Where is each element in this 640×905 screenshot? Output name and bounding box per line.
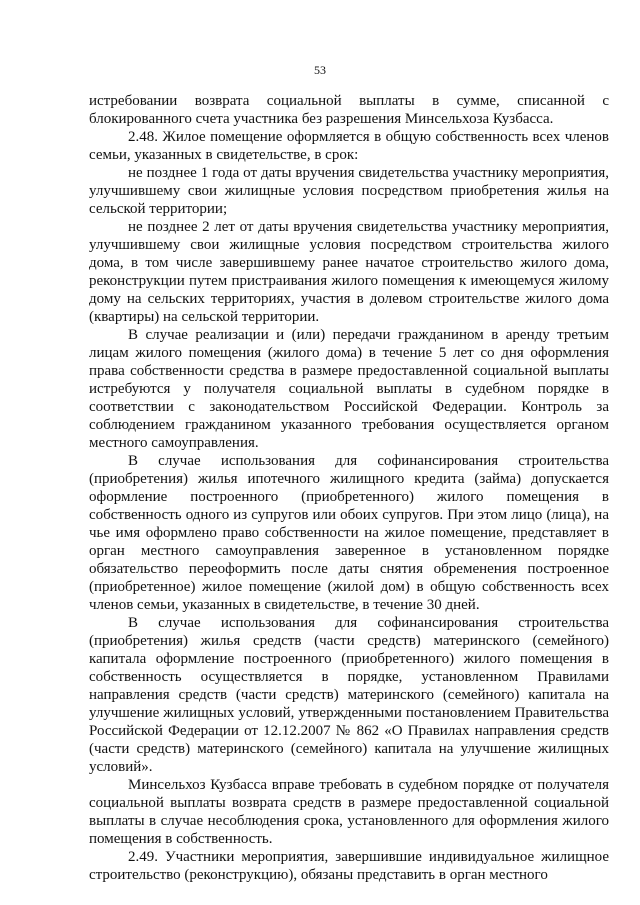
- paragraph-ministry-right: Минсельхоз Кузбасса вправе требовать в судебном порядке от получателя социальной выплаты возврата средств в размере предоставленной социальной выплаты в случае несоблюдения срока, установленного для оформления жилого помещения в собственность.: [89, 777, 609, 847]
- document-body: [89, 92, 609, 884]
- paragraph-2-48-intro: 2.48. Жилое помещение оформляется в общую собственность всех членов семьи, указанных в свидетельстве, в срок:: [89, 129, 609, 163]
- paragraph-term-1-year: не позднее 1 года от даты вручения свидетельства участнику мероприятия, улучшившему свои жилищные условия посредством приобретения жилья на сельской территории;: [89, 165, 609, 217]
- paragraph-continuation: истребовании возврата социальной выплаты в сумме, списанной с блокированного счета участника без разрешения Минсельхоза Кузбасса.: [89, 93, 609, 127]
- page-number: 53: [314, 63, 326, 77]
- paragraph-term-2-years: не позднее 2 лет от даты вручения свидетельства участнику мероприятия, улучшившему свои жилищные условия посредством строительства жилого дома, в том числе завершившему ранее начатое строительство жилого дома, реконструкции путем пристраивания жилого помещения к имеющемуся жилому дому на сельских территориях, участия в долевом строительстве жилого дома (квартиры) на сельской территории.: [89, 219, 609, 325]
- paragraph-rental-case: В случае реализации и (или) передачи гражданином в аренду третьим лицам жилого помещения (жилого дома) в течение 5 лет со дня оформления права собственности средства в размере предоставленной социальной выплаты истребуются у получателя социальной выплаты в судебном порядке в соответствии с законодательством Российской Федерации. Контроль за соблюдением гражданином указанного требования осуществляется органом местного самоуправления.: [89, 327, 609, 451]
- paragraph-mortgage-case: В случае использования для софинансирования строительства (приобретения) жилья ипотечного жилищного кредита (займа) допускается оформление построенного (приобретенного) жилого помещения в собственность одного из супругов или обоих супругов. При этом лицо (лица), на чье имя оформлено право собственности на жилое помещение, представляет в орган местного самоуправления заверенное в установленном порядке обязательство переоформить после даты снятия обременения построенное (приобретенное) жилое помещение (жилой дом) в общую собственность всех членов семьи, указанных в свидетельстве, в течение 30 дней.: [89, 453, 609, 613]
- paragraph-maternity-capital-case: В случае использования для софинансирования строительства (приобретения) жилья средств (части средств) материнского (семейного) капитала оформление построенного (приобретенного) жилого помещения в собственность осуществляется в порядке, установленном Правилами направления средств (части средств) материнского (семейного) капитала на улучшение жилищных условий, утвержденными постановлением Правительства Российской Федерации от 12.12.2007 № 862 «О Правилах направления средств (части средств) материнского (семейного) капитала на улучшение жилищных условий».: [89, 615, 609, 775]
- paragraph-2-49-start: 2.49. Участники мероприятия, завершившие индивидуальное жилищное строительство (реконструкцию), обязаны представить в орган местного: [89, 849, 609, 883]
